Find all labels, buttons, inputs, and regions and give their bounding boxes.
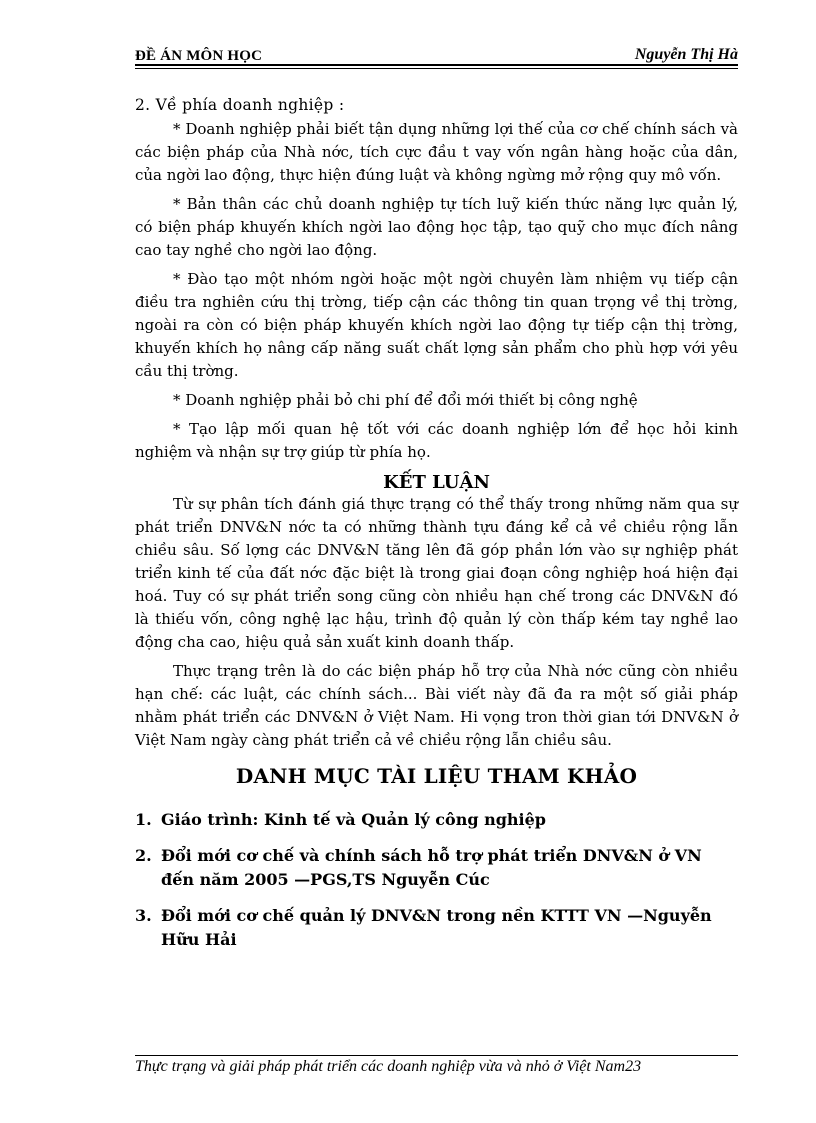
section-paragraph: * Bản thân các chủ doanh nghiệp tự tích luỹ kiến thức năng lực quản lý, có biện pháp khuyến khích ngời lao động học tập, tạo quỹ cho mục đích nâng cao tay nghề cho ngời lao động. bbox=[135, 195, 738, 259]
section-paragraph: * Tạo lập mối quan hệ tốt với các doanh nghiệp lớn để học hỏi kinh nghiệm và nhận sự trợ giúp từ phía họ. bbox=[135, 420, 738, 461]
header-course-title: ĐỀ ÁN MÔN HỌC bbox=[135, 48, 263, 64]
header-rule-thin bbox=[135, 68, 738, 69]
page-footer bbox=[135, 1055, 738, 1077]
header-rule-thick bbox=[135, 64, 738, 66]
reference-number: 3. bbox=[135, 906, 152, 925]
section-heading: 2. Về phía doanh nghiệp : bbox=[135, 96, 345, 114]
section-paragraph: * Doanh nghiệp phải biết tận dụng những lợi thế của cơ chế chính sách và các biện pháp của Nhà nớc, tích cực đầu t vay vốn ngân hàng hoặc của dân, của ngời lao động, thực hiện đúng luật và không ngừng mở rộng quy mô vốn. bbox=[135, 120, 738, 184]
references-title: DANH MỤC TÀI LIỆU THAM KHẢO bbox=[235, 764, 638, 788]
reference-number: 2. bbox=[135, 846, 152, 865]
conclusion-title: KẾT LUẬN bbox=[383, 472, 490, 493]
footer-title: Thực trạng và giải pháp phát triển các doanh nghiệp vừa và nhỏ ở Việt Nam bbox=[135, 1058, 626, 1075]
section-paragraph: * Đào tạo một nhóm ngời hoặc một ngời chuyên làm nhiệm vụ tiếp cận điều tra nghiên cứu thị trờng, tiếp cận các thông tin quan trọng về thị trờng, ngoài ra còn có biện pháp khuyến khích ngời lao động tự tiếp cận thị trờng, khuyến khích họ nâng cấp năng suất chất lợng sản phẩm cho phù hợp với yêu cầu thị trờng. bbox=[135, 270, 738, 380]
page-number: 23 bbox=[625, 1058, 642, 1075]
reference-item bbox=[135, 844, 738, 892]
reference-number: 1. bbox=[135, 810, 152, 829]
reference-text: Đổi mới cơ chế và chính sách hỗ trợ phát triển DNV&N ở VN đến năm 2005 —PGS,TS Nguyễn Cúc bbox=[161, 846, 702, 889]
reference-text: Đổi mới cơ chế quản lý DNV&N trong nền KTTT VN —Nguyễn Hữu Hải bbox=[161, 906, 712, 949]
reference-text: Giáo trình: Kinh tế và Quản lý công nghiệp bbox=[161, 810, 546, 829]
footer-caption bbox=[135, 1058, 641, 1076]
header-author: Nguyễn Thị Hà bbox=[634, 46, 738, 63]
page-body bbox=[135, 90, 738, 964]
page-header bbox=[135, 44, 738, 66]
footer-rule bbox=[135, 1055, 738, 1056]
references-list bbox=[135, 808, 738, 952]
section-paragraph: * Doanh nghiệp phải bỏ chi phí để đổi mới thiết bị công nghệ bbox=[173, 391, 638, 409]
conclusion-paragraph: Từ sự phân tích đánh giá thực trạng có thể thấy trong những năm qua sự phát triển DNV&N nớc ta có những thành tựu đáng kể cả về chiều rộng lẫn chiều sâu. Số lợng các DNV&N tăng lên đã góp phần lớn vào sự nghiệp phát triển kinh tế của đất nớc đặc biệt là trong giai đoạn công nghiệp hoá hiện đại hoá. Tuy có sự phát triển song cũng còn nhiều hạn chế trong các DNV&N đó là thiếu vốn, công nghệ lạc hậu, trình độ quản lý còn thấp kém tay nghề lao động cha cao, hiệu quả sản xuất kinh doanh thấp. bbox=[135, 495, 738, 651]
reference-item bbox=[135, 904, 738, 952]
reference-item bbox=[135, 808, 738, 832]
conclusion-paragraph: Thực trạng trên là do các biện pháp hỗ trợ của Nhà nớc cũng còn nhiều hạn chế: các luật, các chính sách... Bài viết này đã đa ra một số giải pháp nhằm phát triển các DNV&N ở Việt Nam. Hi vọng tron thời gian tới DNV&N ở Việt Nam ngày càng phát triển cả về chiều rộng lẫn chiều sâu. bbox=[135, 662, 738, 749]
